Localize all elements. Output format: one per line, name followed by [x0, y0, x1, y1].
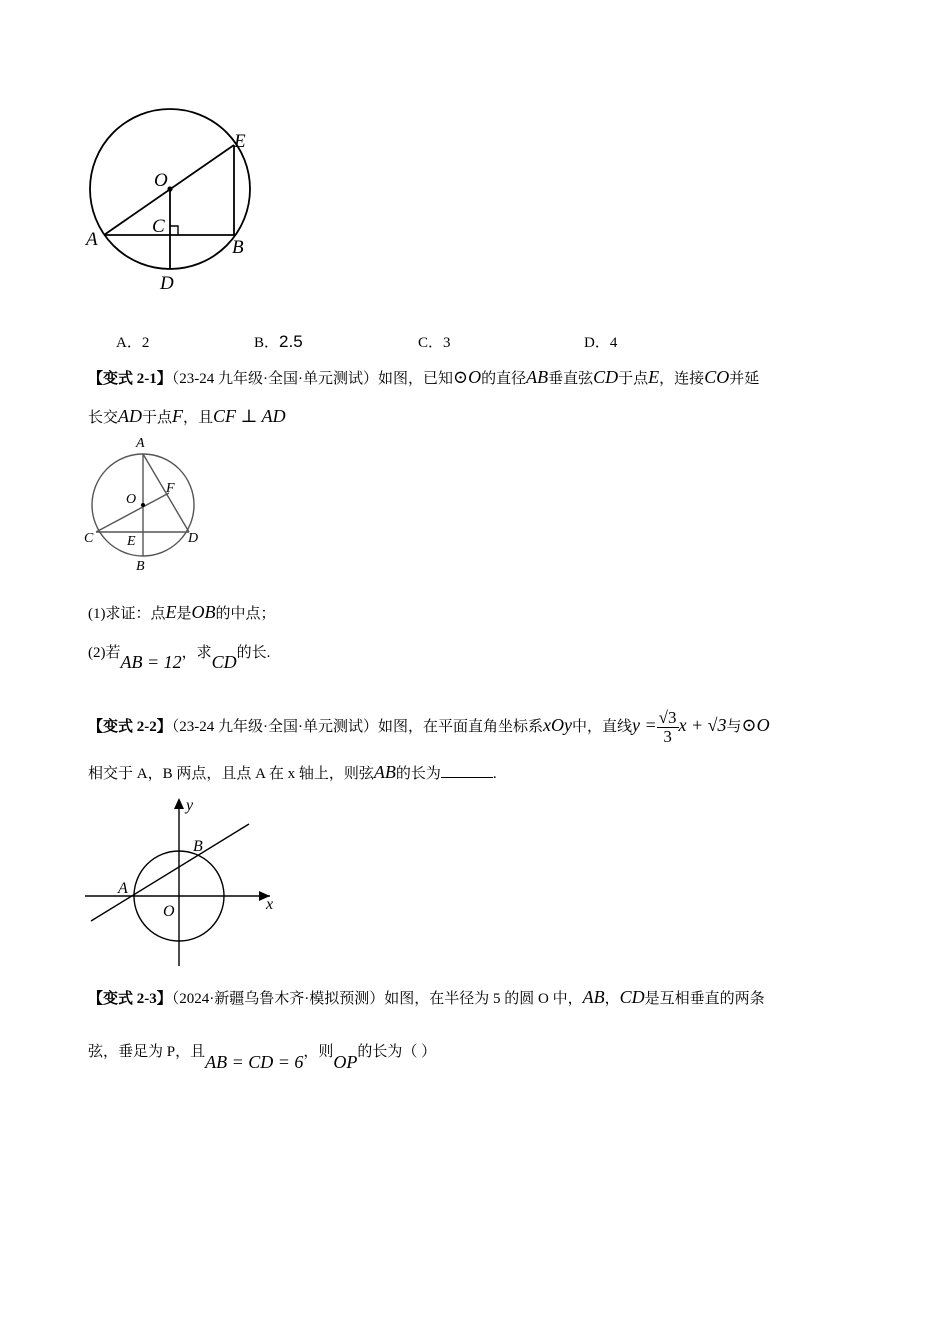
q21-label-f: F [166, 481, 175, 496]
y-arrow [174, 798, 184, 809]
right-angle-mark [170, 226, 178, 235]
q23-tag: 【变式 2-3】 [88, 991, 172, 1007]
option-a: A．2 [116, 335, 150, 351]
q21-label-d: D [188, 531, 199, 546]
q22-label-b: B [193, 838, 203, 855]
option-d: D．4 [584, 335, 618, 351]
figure-coordinate-circle [82, 796, 282, 968]
q21-label-b: B [136, 559, 145, 574]
q22-line2: 相交于 A，B 两点，且点 A 在 x 轴上，则弦AB的长为 . [88, 762, 497, 782]
fraction-sqrt3-over-3: $\frac{√3}{3}$ [658, 708, 677, 747]
answer-blank [441, 763, 493, 778]
q21-tag: 【变式 2-1】 [88, 371, 172, 387]
option-b: B．2.5 [254, 332, 303, 351]
option-c: C．3 [418, 335, 451, 351]
label-e: E [234, 131, 246, 152]
q23-line2: 弦，垂足为 P，且AB = CD = 6，则OP的长为（ ） [88, 1044, 437, 1072]
q21-label-o: O [126, 492, 137, 507]
label-d: D [160, 273, 174, 294]
q21-label-a: A [136, 436, 145, 451]
label-a: A [86, 229, 98, 250]
q22-label-x: x [266, 896, 274, 913]
label-c: C [152, 216, 165, 237]
q22-label-o: O [163, 903, 175, 920]
q22-line1: 【变式 2-2】（23-24 九年级·全国·单元测试）如图，在平面直角坐标系xOy中，直线y = $\frac{√3}{3}$ x + √3与⊙O [88, 708, 770, 747]
q22-label-a: A [118, 880, 128, 897]
q21-line1: 【变式 2-1】（23-24 九年级·全国·单元测试）如图，已知⊙O的直径AB垂直弦CD于点E，连接CO并延 [88, 367, 760, 387]
q21-label-c: C [84, 531, 94, 546]
q23-line1: 【变式 2-3】（2024·新疆乌鲁木齐·模拟预测）如图，在半径为 5 的圆 O 中，AB，CD是互相垂直的两条 [88, 987, 765, 1007]
q21-part1: (1)求证：点E是OB的中点； [88, 602, 276, 622]
figure-q21 [80, 432, 210, 576]
q21-label-e: E [127, 534, 136, 549]
q22-tag: 【变式 2-2】 [88, 719, 172, 735]
label-b: B [232, 237, 244, 258]
q22-label-y: y [186, 797, 194, 814]
figure-circle-chords [80, 108, 260, 298]
label-o: O [154, 170, 168, 191]
q21-line2: 长交AD于点F，且CF ⊥ AD [88, 406, 286, 426]
q21-part2: (2)若AB = 12，求CD的长. [88, 645, 271, 672]
